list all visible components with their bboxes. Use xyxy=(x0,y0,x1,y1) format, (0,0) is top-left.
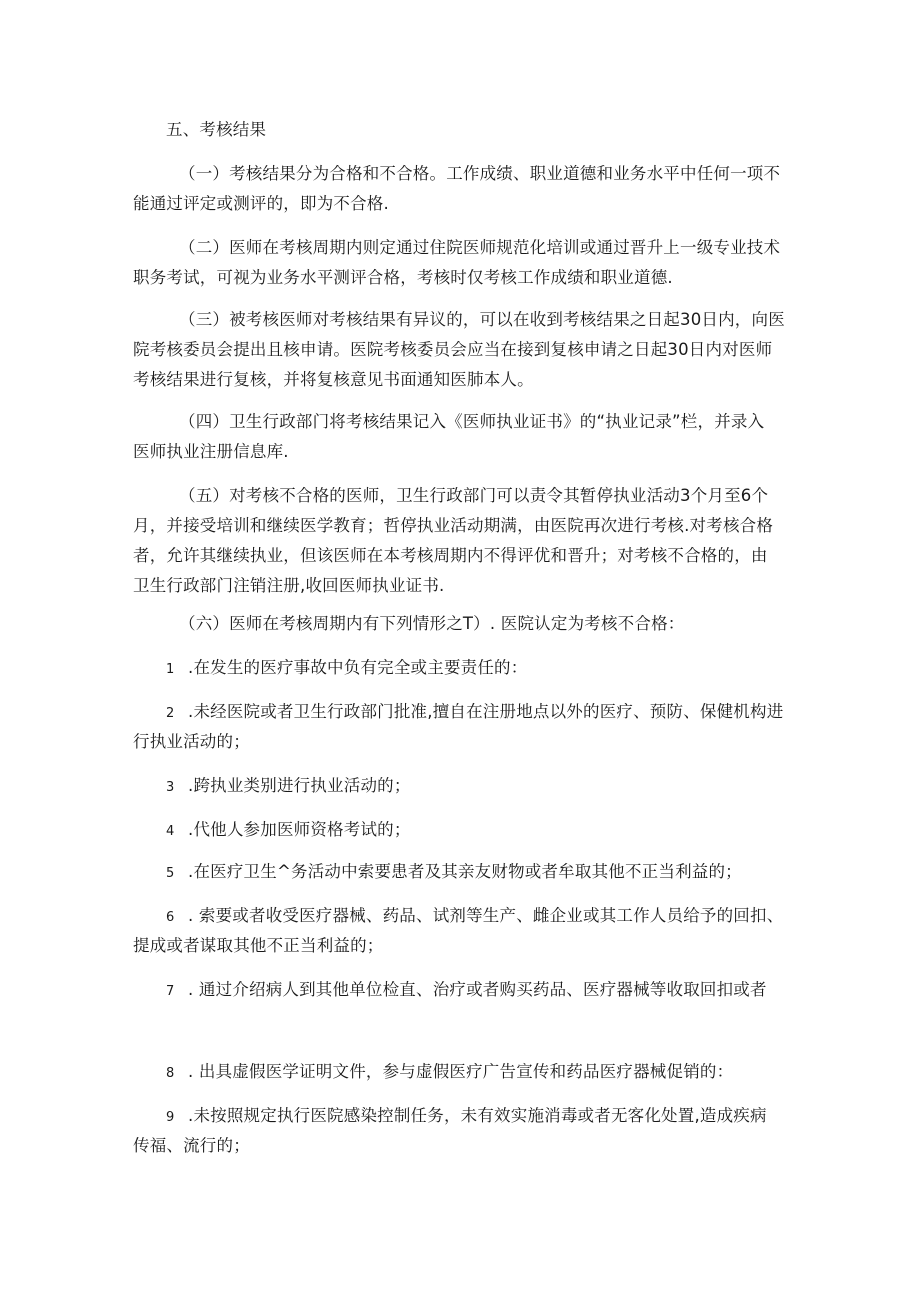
paragraph-4-line-1: （四）卫生行政部门将考核结果记入《医师执业证书》的“执业记录”栏，并录入 xyxy=(179,412,765,431)
list-item-text: .代他人参加医师资格考试的； xyxy=(188,820,411,839)
paragraph-4-line-2: 医师执业注册信息库. xyxy=(133,442,289,461)
paragraph-5-line-4: 卫生行政部门注销注册,收回医师执业证书. xyxy=(133,576,445,595)
paragraph-6-line-1: （六）医师在考核周期内有下列情形之T）. 医院认定为考核不合格： xyxy=(179,614,685,633)
list-item-text: .跨执业类别进行执业活动的； xyxy=(188,776,411,795)
paragraph-3-line-1: （三）被考核医师对考核结果有异议的，可以在收到考核结果之日起30日内，向医 xyxy=(179,310,785,329)
list-item-number: 9 xyxy=(166,1110,175,1125)
list-item-text: .未按照规定执行医院感染控制任务，未有效实施消毒或者无客化处置,造成疾病 xyxy=(188,1106,767,1125)
paragraph-1-line-2: 能通过评定或测评的，即为不合格. xyxy=(133,194,389,213)
list-item-number: 1 xyxy=(166,662,175,677)
list-item-number: 4 xyxy=(166,824,175,839)
paragraph-5-line-2: 月，并接受培训和继续医学教育；哲停执业活动期满，由医院再次进行考核.对考核合格 xyxy=(133,516,774,535)
paragraph-2-line-2: 职务考试，可视为业务水平测评合格，考核时仅考核工作成绩和职业道德. xyxy=(133,268,673,287)
paragraph-3-line-3: 考核结果进行复核，并将复核意见书面通知医肺本人。 xyxy=(133,370,534,389)
list-item-text: . 索要或者收受医疗器械、药品、试剂等生产、雌企业或其工作人员给予的回扣、 xyxy=(188,906,784,925)
list-item-4 xyxy=(166,812,821,850)
list-item-text: .未经医院或者卫生行政部门批准,擅自在注册地点以外的医疗、预防、保健机构进 xyxy=(188,702,784,721)
list-item-text: . 通过介绍病人到其他单位检直、治疗或者购买药品、医疗器械等收取回扣或者 xyxy=(188,980,767,999)
list-item-number: 7 xyxy=(166,984,175,999)
list-item-text: .在发生的医疗事故中负有完全或主要责任的： xyxy=(188,658,528,677)
list-item-number: 3 xyxy=(166,780,175,795)
paragraph-5-line-1: （五）对考核不合格的医师，卫生行政部门可以责令其暂停执业活动3个月至6个 xyxy=(179,486,769,505)
paragraph-5-line-3: 者，允许其继续执业，但该医师在本考核周期内不得评优和晋升；对考核不合格的，由 xyxy=(133,546,768,565)
list-item-text: . 出具虚假医学证明文件，参与虚假医疗广告宣传和药品医疗器械促销的： xyxy=(188,1062,734,1081)
list-item-number: 5 xyxy=(166,866,175,881)
list-item-8 xyxy=(166,1054,821,1092)
paragraph-2-line-1: （二）医师在考核周期内则定通过住院医师规范化培训或通过晋升上一级专业技术 xyxy=(179,238,781,257)
list-item-number: 2 xyxy=(166,706,175,721)
list-item-9-continuation: 传福、流行的； xyxy=(133,1136,250,1155)
list-item-2-continuation: 行执业活动的； xyxy=(133,732,250,751)
list-item-text: .在医疗卫生^务活动中索要患者及其亲友财物或者牟取其他不正当利益的； xyxy=(188,862,742,881)
list-item-number: 8 xyxy=(166,1066,175,1081)
list-item-1 xyxy=(166,650,821,688)
list-item-number: 6 xyxy=(166,910,175,925)
list-item-6-continuation: 提成或者谋取其他不正当利益的； xyxy=(133,936,384,955)
section-title: 五、考核结果 xyxy=(166,120,267,139)
list-item-3 xyxy=(166,768,821,806)
paragraph-1-line-1: （一）考核结果分为合格和不合格。工作成绩、职业道德和业务水平中任何一项不 xyxy=(179,164,781,183)
list-item-5 xyxy=(166,854,821,892)
list-item-7 xyxy=(166,972,821,1010)
paragraph-3-line-2: 院考核委员会提出且核申请。医院考核委员会应当在接到复核申请之日起30日内对医师 xyxy=(133,340,773,359)
